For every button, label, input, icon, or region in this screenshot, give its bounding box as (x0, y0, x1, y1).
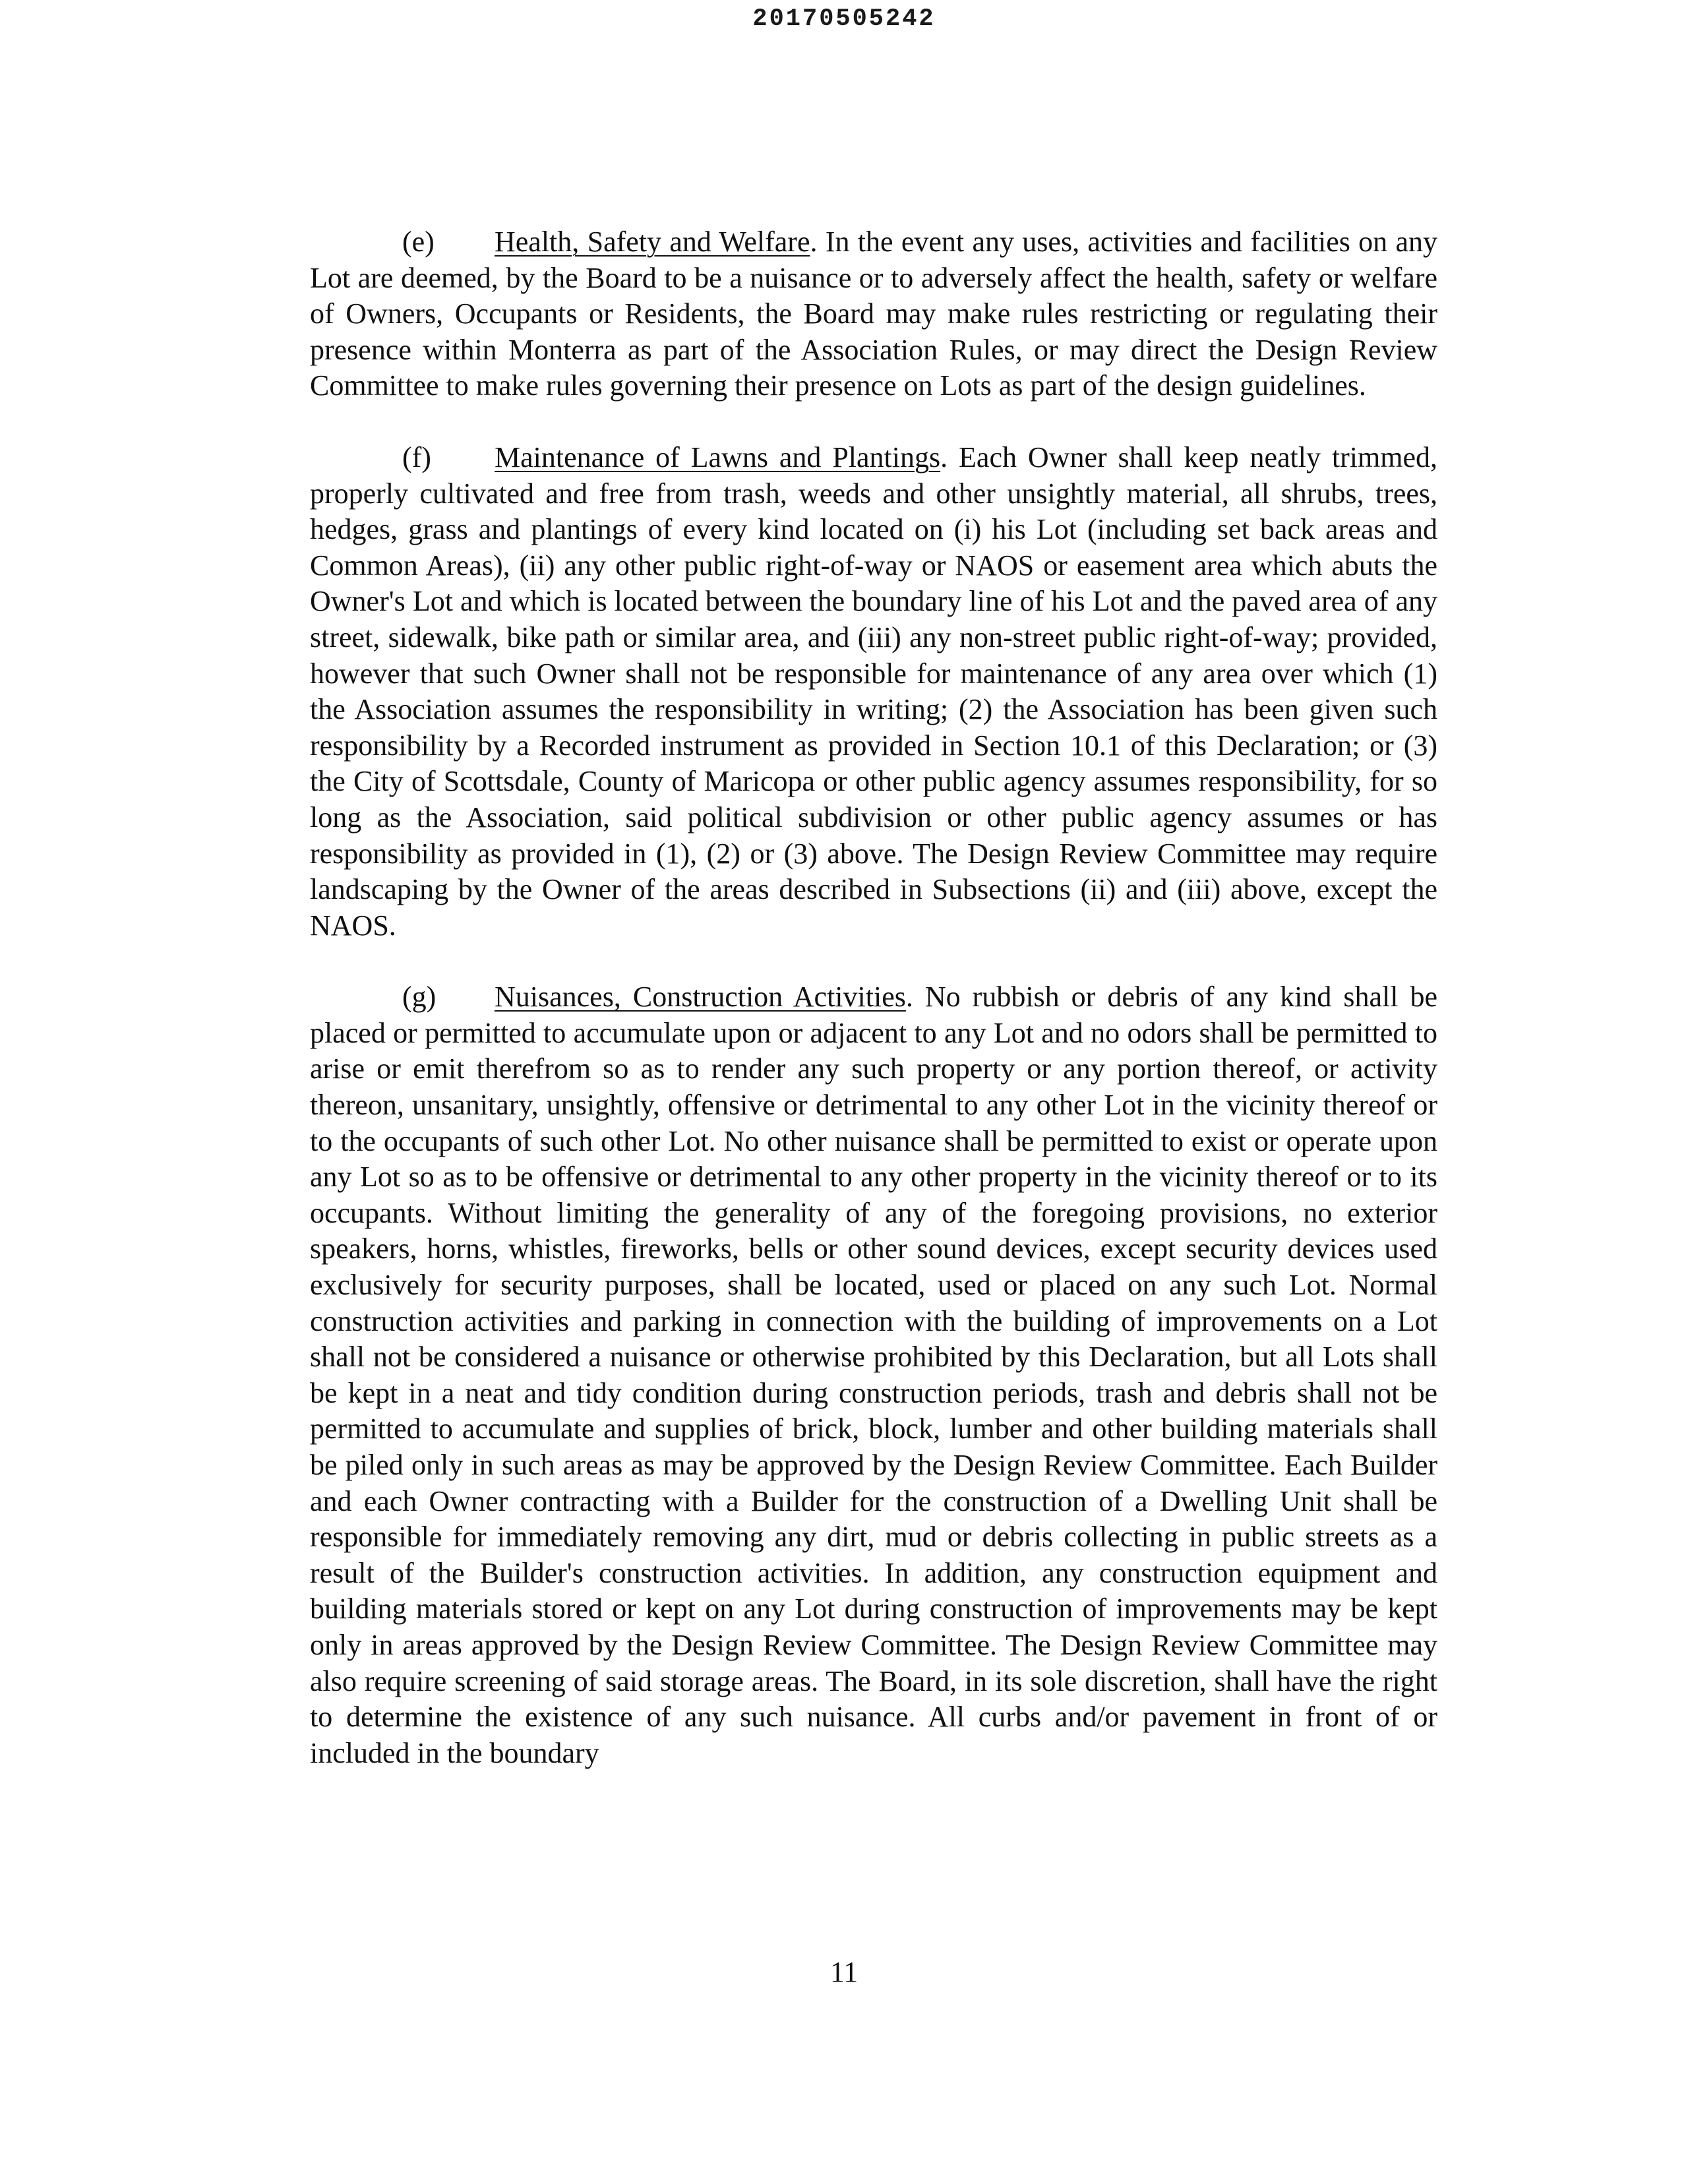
section-heading: Health, Safety and Welfare (495, 226, 810, 258)
paragraph-text: . Each Owner shall keep neatly trimmed, properly cultivated and free from trash, weeds and other unsightly material, all shrubs, trees, hedges, grass and plantings of every kind located on (i) his Lot (including set back areas and Common Areas), (ii) any other public right-of-way or NAOS or easement area which abuts the Owner's Lot and which is located between the boundary line of his Lot and the paved area of any street, sidewalk, bike path or similar area, and (iii) any non-street public right-of-way; provided, however that such Owner shall not be responsible for maintenance of any area over which (1) the Association assumes the responsibility in writing; (2) the Association has been given such responsibility by a Recorded instrument as provided in Section 10.1 of this Declaration; or (3) the City of Scottsdale, County of Maricopa or other public agency assumes responsibility, for so long as the Association, said political subdivision or other public agency assumes or has responsibility as provided in (1), (2) or (3) above. The Design Review Committee may require landscaping by the Owner of the areas described in Subsections (ii) and (iii) above, except the NAOS. (310, 440, 1437, 942)
paragraph-label: (g) (402, 981, 437, 1014)
paragraph-text: . No rubbish or debris of any kind shall be placed or permitted to accumulate upon or adjacent to any Lot and no odors shall be permitted to arise or emit therefrom so as to render any such property or any portion thereof, or activity thereon, unsanitary, unsightly, offensive or detrimental to any other Lot in the vicinity thereof or to the occupants of such other Lot. No other nuisance shall be permitted to exist or operate upon any Lot so as to be offensive or detrimental to any other property in the vicinity thereof or to its occupants. Without limiting the generality of any of the foregoing provisions, no exterior speakers, horns, whistles, fireworks, bells or other sound devices, except security devices used exclusively for security purposes, shall be located, used or placed on any such Lot. Normal construction activities and parking in connection with the building of improvements on a Lot shall not be considered a nuisance or otherwise prohibited by this Declaration, but all Lots shall be kept in a neat and tidy condition during construction periods, trash and debris shall not be permitted to accumulate and supplies of brick, block, lumber and other building materials shall be piled only in such areas as may be approved by the Design Review Committee. Each Builder and each Owner contracting with a Builder for the construction of a Dwelling Unit shall be responsible for immediately removing any dirt, mud or debris collecting in public streets as a result of the Builder's construction activities. In addition, any construction equipment and building materials stored or kept on any Lot during construction of improvements may be kept only in areas approved by the Design Review Committee. The Design Review Committee may also require screening of said storage areas. The Board, in its sole discretion, shall have the right to determine the existence of any such nuisance. All curbs and/or pavement in front of or included in the boundary (310, 981, 1438, 1769)
document-body (310, 224, 1437, 1807)
page-number: 11 (829, 1956, 859, 1988)
paragraph-text: . In the event any uses, activities and facilities on any Lot are deemed, by the Board to be a nuisance or to adversely affect the health, safety or welfare of Owners, Occupants or Residents, the Board may make rules restricting or regulating their presence within Monterra as part of the Association Rules, or may direct the Design Review Committee to make rules governing their presence on Lots as part of the design guidelines. (310, 226, 1438, 402)
document-number: 20170505242 (752, 5, 936, 33)
paragraph-label: (e) (402, 226, 435, 258)
section-heading: Maintenance of Lawns and Plantings (495, 440, 941, 473)
section-heading: Nuisances, Construction Activities (495, 981, 906, 1014)
paragraph-f (310, 440, 1437, 944)
paragraph-label: (f) (402, 440, 431, 473)
paragraph-e (310, 224, 1437, 404)
paragraph-g (310, 979, 1437, 1771)
